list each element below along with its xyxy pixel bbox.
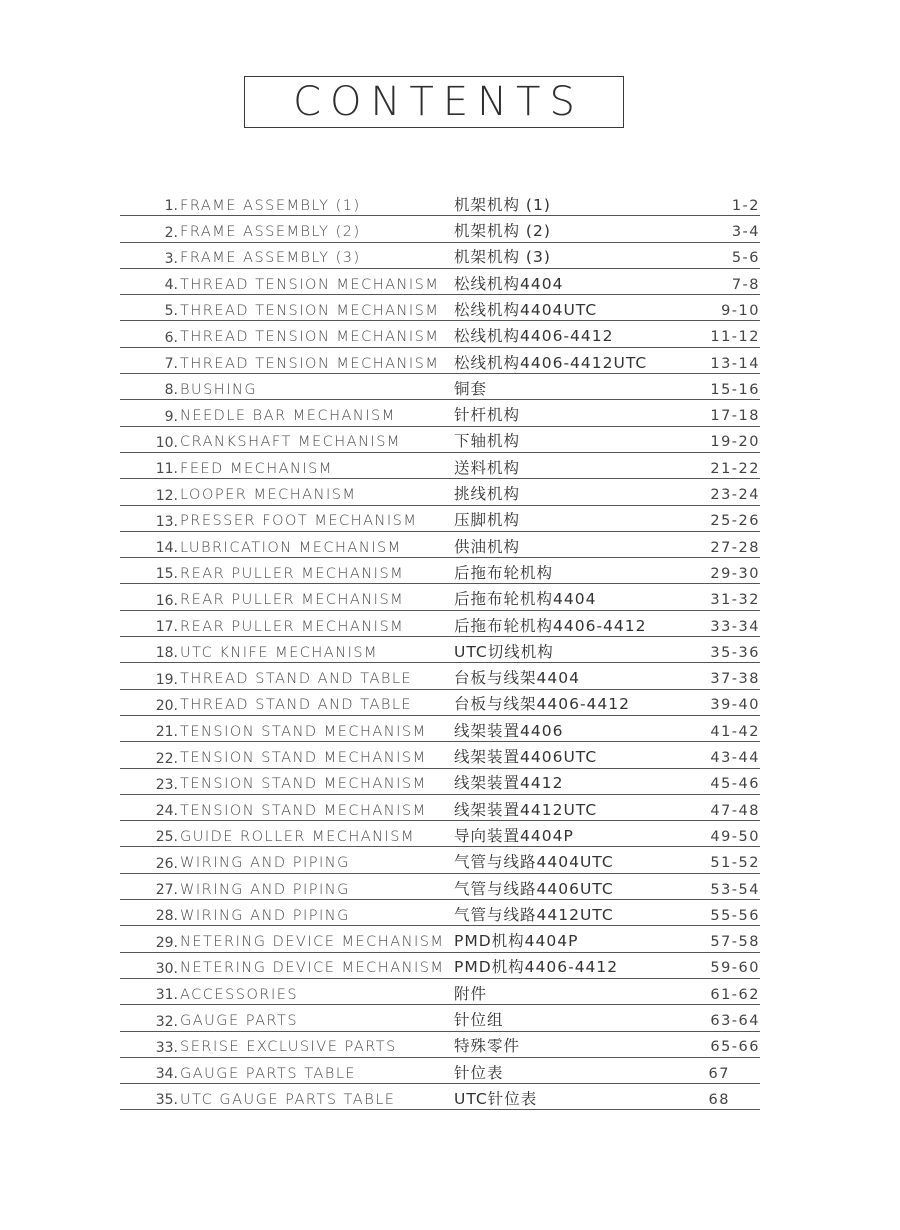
toc-row — [120, 1032, 760, 1058]
toc-row — [120, 216, 760, 242]
entry-title-chinese: PMD机构4406-4412 — [454, 958, 619, 977]
entry-page-range: 37-38 — [710, 671, 760, 688]
entry-title-chinese: 机架机构 (2) — [454, 222, 551, 241]
toc-row — [120, 663, 760, 689]
entry-title-chinese: 后拖布轮机构4404 — [454, 590, 597, 609]
entry-page-range: 33-34 — [710, 618, 760, 635]
entry-number: 31. — [155, 987, 178, 1004]
entry-number: 16. — [155, 592, 178, 609]
entry-number: 6. — [164, 329, 178, 346]
entry-number: 20. — [155, 697, 178, 714]
toc-row — [120, 716, 760, 742]
entry-number: 34. — [155, 1066, 178, 1083]
entry-title-english: REAR PULLER MECHANISM — [180, 565, 405, 582]
entry-number: 27. — [155, 882, 178, 899]
toc-row — [120, 769, 760, 795]
entry-number: 15. — [155, 566, 178, 583]
entry-number: 19. — [155, 671, 178, 688]
entry-title-chinese: 线架装置4406UTC — [454, 748, 598, 767]
entry-page-range: 63-64 — [710, 1013, 760, 1029]
entry-number: 26. — [155, 855, 178, 872]
entry-title-chinese: 松线机构4406-4412UTC — [454, 353, 648, 372]
entry-title-chinese: 松线机构4404UTC — [454, 300, 598, 319]
entry-page-range: 41-42 — [710, 723, 760, 740]
entry-page-range: 21-22 — [710, 460, 760, 477]
entry-title-chinese: 气管与线路4404UTC — [454, 853, 614, 872]
entry-number: 33. — [155, 1039, 178, 1056]
entry-number: 7. — [164, 356, 178, 373]
entry-title-chinese: 机架机构 (1) — [454, 195, 551, 214]
toc-row — [120, 584, 760, 610]
toc-row — [120, 532, 760, 558]
entry-title-english: ACCESSORIES — [180, 986, 299, 1003]
entry-number: 30. — [155, 960, 178, 977]
entry-title-english: FRAME ASSEMBLY (2) — [180, 224, 361, 241]
entry-title-chinese: UTC切线机构 — [454, 642, 554, 661]
entry-title-chinese: 针杆机构 — [454, 406, 521, 425]
toc-row — [120, 979, 760, 1005]
toc-row — [120, 506, 760, 532]
entry-page-range: 45-46 — [710, 776, 760, 793]
toc-row — [120, 1058, 760, 1084]
entry-page-range: 15-16 — [710, 381, 760, 398]
entry-title-english: FRAME ASSEMBLY (3) — [180, 250, 361, 267]
entry-page-range: 5-6 — [731, 250, 760, 267]
entry-page-range: 53-54 — [710, 881, 760, 898]
entry-title-chinese: 气管与线路4406UTC — [454, 879, 614, 898]
entry-title-english: THREAD TENSION MECHANISM — [180, 329, 440, 346]
entry-page-range: 29-30 — [710, 565, 760, 582]
entry-page-range: 55-56 — [710, 907, 760, 924]
entry-number: 1. — [164, 198, 178, 215]
entry-title-english: TENSION STAND MECHANISM — [180, 776, 427, 793]
entry-number: 3. — [164, 250, 178, 267]
entry-page-range: 49-50 — [710, 828, 760, 845]
entry-page-range: 59-60 — [710, 960, 760, 977]
entry-page-range: 43-44 — [710, 750, 760, 767]
entry-title-chinese: 线架装置4406 — [454, 721, 564, 740]
entry-title-english: REAR PULLER MECHANISM — [180, 618, 405, 635]
entry-page-range: 47-48 — [710, 802, 760, 819]
entry-title-chinese: 气管与线路4412UTC — [454, 905, 614, 924]
entry-title-english: GUIDE ROLLER MECHANISM — [180, 828, 416, 845]
entry-number: 25. — [155, 829, 178, 846]
entry-number: 12. — [155, 487, 178, 504]
entry-title-chinese: 后拖布轮机构 — [454, 563, 554, 582]
entry-title-english: UTC GAUGE PARTS TABLE — [180, 1091, 396, 1108]
toc-row — [120, 374, 760, 400]
entry-page-range: 1-2 — [731, 197, 760, 214]
toc-row — [120, 453, 760, 479]
entry-title-english: THREAD STAND AND TABLE — [180, 697, 413, 714]
entry-page-range: 39-40 — [710, 697, 760, 714]
toc-row — [120, 190, 760, 216]
entry-title-chinese: 松线机构4406-4412 — [454, 327, 614, 346]
entry-title-chinese: 附件 — [454, 984, 488, 1003]
toc-row — [120, 611, 760, 637]
entry-page-range: 11-12 — [710, 329, 760, 346]
entry-title-english: NEEDLE BAR MECHANISM — [180, 408, 396, 425]
toc-row — [120, 953, 760, 979]
toc-row — [120, 690, 760, 716]
entry-number: 11. — [155, 461, 178, 478]
entry-title-chinese: 针位组 — [454, 1011, 504, 1029]
entry-title-chinese: 针位表 — [454, 1063, 504, 1082]
entry-number: 23. — [155, 776, 178, 793]
entry-number: 21. — [155, 724, 178, 741]
toc-row — [120, 479, 760, 505]
entry-page-range: 19-20 — [710, 434, 760, 451]
entry-number: 9. — [164, 408, 178, 425]
entry-page-range: 25-26 — [710, 513, 760, 530]
entry-page-range: 68 — [708, 1091, 730, 1108]
entry-page-range: 57-58 — [710, 934, 760, 951]
toc-row — [120, 847, 760, 873]
toc-row — [120, 269, 760, 295]
entry-title-chinese: 供油机构 — [454, 537, 521, 556]
toc-row — [120, 243, 760, 269]
entry-page-range: 9-10 — [721, 302, 760, 319]
entry-title-english: LOOPER MECHANISM — [180, 487, 357, 504]
contents-title-box — [244, 76, 624, 128]
entry-title-chinese: 导向装置4404P — [454, 826, 574, 845]
toc-row — [120, 637, 760, 663]
entry-title-english: LUBRICATION MECHANISM — [180, 539, 402, 556]
entry-title-english: TENSION STAND MECHANISM — [180, 802, 427, 819]
entry-title-chinese: 松线机构4404 — [454, 274, 564, 293]
entry-title-chinese: 挑线机构 — [454, 485, 521, 504]
toc-row — [120, 348, 760, 374]
toc-row — [120, 427, 760, 453]
page-title: CONTENTS — [293, 79, 584, 125]
entry-title-english: FRAME ASSEMBLY (1) — [180, 197, 361, 214]
entry-number: 5. — [164, 303, 178, 320]
entry-title-chinese: 台板与线架4404 — [454, 669, 580, 688]
entry-title-english: GAUGE PARTS — [180, 1013, 299, 1029]
entry-number: 2. — [164, 224, 178, 241]
entry-title-english: BUSHING — [180, 381, 258, 398]
entry-page-range: 17-18 — [710, 408, 760, 425]
entry-page-range: 7-8 — [731, 276, 760, 293]
entry-page-range: 67 — [708, 1065, 730, 1082]
entry-title-chinese: 台板与线架4406-4412 — [454, 695, 630, 714]
entry-page-range: 13-14 — [710, 355, 760, 372]
entry-title-chinese: PMD机构4404P — [454, 932, 579, 951]
toc-row — [120, 400, 760, 426]
toc-row — [120, 558, 760, 584]
entry-number: 28. — [155, 908, 178, 925]
entry-title-chinese: 压脚机构 — [454, 511, 521, 530]
entry-title-chinese: 机架机构 (3) — [454, 248, 551, 267]
entry-page-range: 23-24 — [710, 487, 760, 504]
entry-number: 22. — [155, 750, 178, 767]
entry-title-chinese: 线架装置4412 — [454, 774, 564, 793]
entry-page-range: 61-62 — [710, 986, 760, 1003]
table-of-contents — [120, 190, 760, 1110]
entry-title-english: TENSION STAND MECHANISM — [180, 723, 427, 740]
entry-title-chinese: UTC针位表 — [454, 1089, 538, 1108]
entry-number: 35. — [155, 1092, 178, 1109]
entry-number: 10. — [155, 434, 178, 451]
entry-title-english: WIRING AND PIPING — [180, 855, 350, 872]
entry-title-english: PRESSER FOOT MECHANISM — [180, 513, 418, 530]
entry-title-english: GAUGE PARTS TABLE — [180, 1065, 357, 1082]
toc-row — [120, 795, 760, 821]
toc-row — [120, 900, 760, 926]
entry-page-range: 27-28 — [710, 539, 760, 556]
toc-row — [120, 295, 760, 321]
entry-title-english: TENSION STAND MECHANISM — [180, 750, 427, 767]
entry-title-english: THREAD STAND AND TABLE — [180, 671, 413, 688]
entry-title-chinese: 后拖布轮机构4406-4412 — [454, 616, 647, 635]
entry-title-english: THREAD TENSION MECHANISM — [180, 276, 440, 293]
toc-row — [120, 1005, 760, 1031]
entry-title-english: WIRING AND PIPING — [180, 881, 350, 898]
entry-number: 17. — [155, 619, 178, 636]
entry-number: 4. — [164, 277, 178, 294]
entry-title-chinese: 线架装置4412UTC — [454, 800, 598, 819]
toc-row — [120, 821, 760, 847]
toc-row — [120, 874, 760, 900]
entry-page-range: 65-66 — [710, 1039, 760, 1056]
toc-row — [120, 742, 760, 768]
entry-page-range: 35-36 — [710, 644, 760, 661]
entry-number: 14. — [155, 540, 178, 557]
entry-page-range: 3-4 — [731, 224, 760, 241]
entry-number: 24. — [155, 803, 178, 820]
entry-title-english: THREAD TENSION MECHANISM — [180, 302, 440, 319]
entry-title-english: NETERING DEVICE MECHANISM — [180, 934, 445, 951]
entry-number: 29. — [155, 934, 178, 951]
toc-row — [120, 321, 760, 347]
entry-title-chinese: 送料机构 — [454, 458, 521, 477]
entry-page-range: 51-52 — [710, 855, 760, 872]
entry-title-english: UTC KNIFE MECHANISM — [180, 644, 379, 661]
entry-page-range: 31-32 — [710, 592, 760, 609]
entry-number: 18. — [155, 645, 178, 662]
entry-title-english: CRANKSHAFT MECHANISM — [180, 434, 401, 451]
entry-title-english: SERISE EXCLUSIVE PARTS — [180, 1039, 397, 1056]
entry-title-chinese: 特殊零件 — [454, 1037, 521, 1056]
entry-number: 13. — [155, 513, 178, 530]
entry-title-chinese: 下轴机构 — [454, 432, 521, 451]
entry-title-english: REAR PULLER MECHANISM — [180, 592, 405, 609]
entry-title-english: NETERING DEVICE MECHANISM — [180, 960, 445, 977]
entry-number: 8. — [164, 382, 178, 399]
entry-title-english: FEED MECHANISM — [180, 460, 333, 477]
entry-title-chinese: 铜套 — [454, 379, 488, 398]
toc-row — [120, 1084, 760, 1110]
entry-title-english: WIRING AND PIPING — [180, 907, 350, 924]
entry-title-english: THREAD TENSION MECHANISM — [180, 355, 440, 372]
toc-row — [120, 926, 760, 952]
entry-number: 32. — [155, 1013, 178, 1030]
